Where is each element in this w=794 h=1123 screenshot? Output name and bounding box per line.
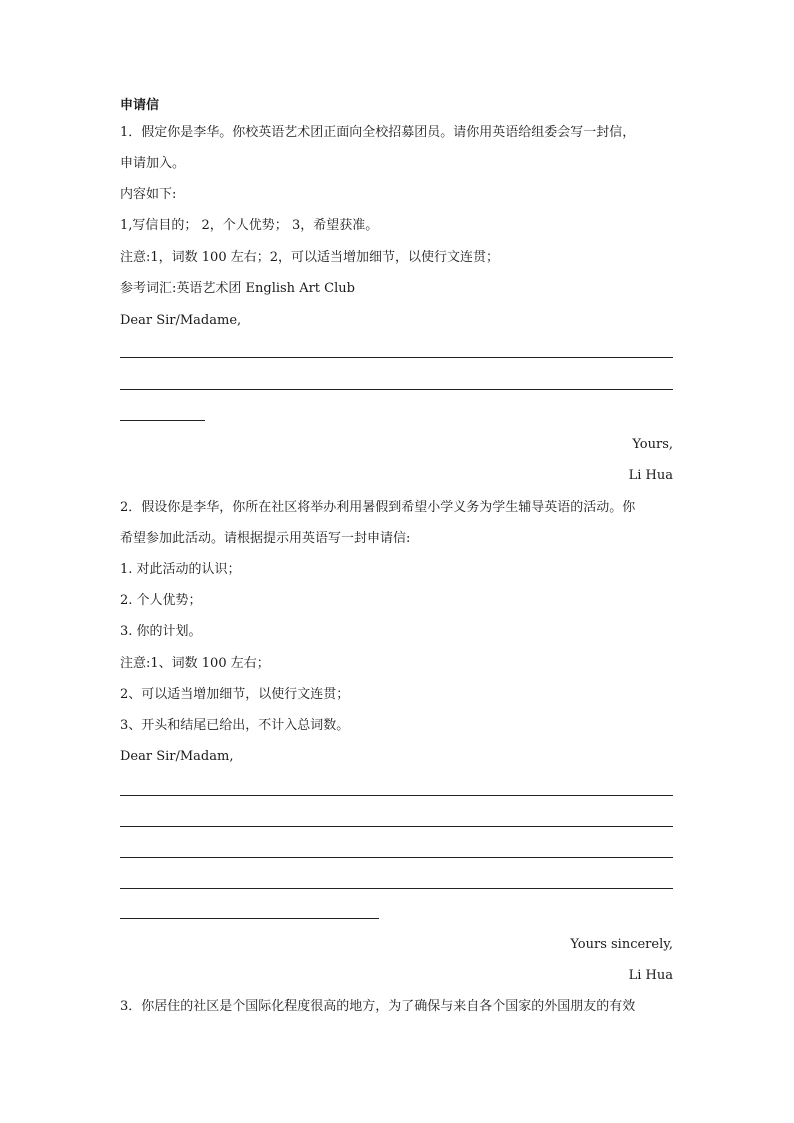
q2-closing: Yours sincerely, (570, 937, 673, 952)
q2-item: 2. 个人优势； (120, 593, 202, 608)
q1-prompt-line1: 1．假定你是李华。你校英语艺术团正面向全校招募团员。请你用英语给组委会写一封信， (120, 125, 636, 140)
q1-answer-line (120, 389, 673, 390)
q1-content-items: 1,写信目的； 2，个人优势； 3，希望获准。 (120, 218, 379, 233)
q2-answer-line (120, 888, 673, 889)
q2-answer-line (120, 795, 673, 796)
q2-item: 3. 你的计划。 (120, 624, 202, 639)
q2-note: 注意:1、词数 100 左右； (120, 656, 270, 671)
q1-signature: Li Hua (628, 468, 673, 483)
q2-greeting: Dear Sir/Madam, (120, 749, 234, 764)
q1-answer-line (120, 357, 673, 358)
q1-prompt-line2: 申请加入。 (120, 156, 186, 171)
q1-content-title: 内容如下: (120, 187, 177, 202)
q2-item: 1. 对此活动的认识； (120, 562, 241, 577)
q1-vocab: 参考词汇:英语艺术团 English Art Club (120, 281, 355, 296)
q2-answer-line-short (120, 918, 379, 919)
q1-notes: 注意:1，词数 100 左右；2，可以适当增加细节，以使行文连贯； (120, 250, 499, 265)
q2-answer-line (120, 857, 673, 858)
q2-signature: Li Hua (628, 968, 673, 983)
q1-greeting: Dear Sir/Madame, (120, 313, 242, 328)
q1-closing: Yours, (632, 437, 673, 452)
q2-note: 3、开头和结尾已给出，不计入总词数。 (120, 718, 350, 733)
q2-note: 2、可以适当增加细节，以使行文连贯； (120, 687, 350, 702)
section-heading: 申请信 (120, 98, 160, 113)
q3-prompt-line1: 3．你居住的社区是个国际化程度很高的地方，为了确保与来自各个国家的外国朋友的有效 (120, 999, 636, 1014)
q2-prompt-line1: 2．假设你是李华，你所在社区将举办利用暑假到希望小学义务为学生辅导英语的活动。你 (120, 500, 636, 515)
q1-answer-line-short (120, 420, 205, 421)
q2-prompt-line2: 希望参加此活动。请根据提示用英语写一封申请信: (120, 531, 411, 546)
q2-answer-line (120, 826, 673, 827)
